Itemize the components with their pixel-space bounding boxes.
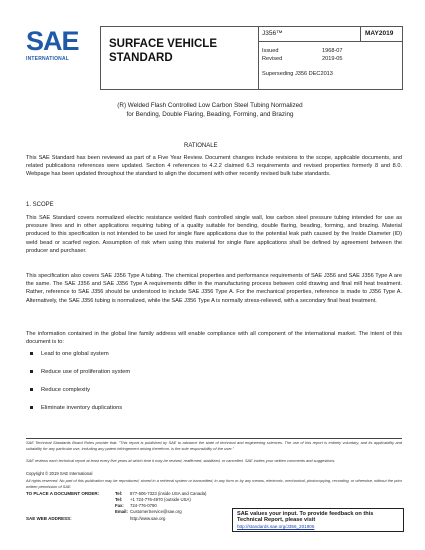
contact-key: Fax: bbox=[115, 503, 124, 508]
issued-value: 1968-07 bbox=[322, 48, 343, 54]
copyright-notice: Copyright © 2019 SAE International bbox=[26, 471, 93, 476]
contact-key: Tel: bbox=[115, 491, 123, 496]
contact-phone: 877-606-7323 (inside USA and Canada) bbox=[130, 491, 207, 496]
feedback-link[interactable]: http://standards.sae.org/J356_201905 bbox=[237, 523, 315, 529]
sae-logo bbox=[26, 28, 96, 68]
subject-line-2: for Bending, Double Flaring, Beading, Forming, and Brazing bbox=[126, 111, 294, 118]
logo-mark: SAE bbox=[26, 26, 79, 56]
footer-review-note: SAE reviews each technical report at least every five years at which time it may be revised, reaffirmed, stabilized, or cancelled. SAE invites your written comments and suggestions. bbox=[26, 458, 336, 463]
feedback-box bbox=[232, 508, 404, 532]
issued-label: Issued bbox=[262, 48, 279, 54]
title-line-2: STANDARD bbox=[109, 52, 173, 64]
contact-key: Tel: bbox=[115, 497, 123, 502]
logo-subtitle: INTERNATIONAL bbox=[26, 56, 70, 62]
document-subject bbox=[60, 101, 360, 119]
contact-email[interactable]: CustomerService@sae.org bbox=[130, 509, 182, 514]
title-box bbox=[100, 26, 258, 90]
footer-disclaimer: SAE Technical Standards Board Rules provide that: "This report is published by SAE to advance the state of technical and engineering sciences. The use of this report is entirely voluntary, and its applicability and suitability for any particular use, including any patent infringement arising therefrom, is the sole responsibility of the user." bbox=[26, 440, 402, 451]
info-divider bbox=[258, 41, 403, 42]
rationale-heading: RATIONALE bbox=[184, 143, 218, 149]
contact-key: Email: bbox=[115, 509, 128, 514]
list-item-text: Eliminate inventory duplications bbox=[41, 405, 123, 411]
scope-heading: 1. SCOPE bbox=[26, 202, 54, 208]
document-date: MAY2019 bbox=[365, 30, 394, 37]
bullet-icon bbox=[30, 388, 33, 391]
web-address-label: SAE WEB ADDRESS: bbox=[26, 516, 72, 521]
footer-divider bbox=[26, 438, 402, 439]
document-type-title bbox=[109, 37, 217, 65]
scope-paragraph-3: The information contained in the global line family address will enable compliance with all component of the international market. The intent of this document is to: bbox=[26, 331, 402, 346]
list-item bbox=[30, 369, 130, 375]
list-item bbox=[30, 351, 109, 357]
info-divider bbox=[360, 26, 361, 41]
bullet-icon bbox=[30, 370, 33, 373]
revised-label: Revised bbox=[262, 56, 283, 62]
bullet-icon bbox=[30, 406, 33, 409]
feedback-text: SAE values your input. To provide feedback on this Technical Report, please visit bbox=[237, 511, 374, 524]
document-id: J356™ bbox=[262, 30, 283, 37]
contact-fax: 724-776-0790 bbox=[130, 503, 157, 508]
footer-rights-note: All rights reserved. No part of this publication may be reproduced, stored in a retrieval system or transmitted, in any form or by any means, electronic, mechanical, photocopying, recording, or otherwise, without the prior written permission of SAE. bbox=[26, 478, 402, 489]
revised-value: 2019-05 bbox=[322, 56, 343, 62]
list-item bbox=[30, 405, 122, 411]
rationale-paragraph: This SAE Standard has been reviewed as part of a Five Year Review. Document changes include revisions to the scope, applicable documents, and related publications references were updated. Section 4 references to 4.2.2 claimed 6.3 requirements and revised properties formerly 8 and 8.0. Webpage has been updated throughout the standard to align the document with other recently revised bulk tube standards. bbox=[26, 155, 402, 178]
list-item-text: Reduce use of proliferation system bbox=[41, 369, 131, 375]
list-item-text: Lead to one global system bbox=[41, 351, 109, 357]
scope-paragraph-2: This specification also covers SAE J356 Type A tubing. The chemical properties and performance requirements of SAE J356 and SAE J356 Type A are the same. The SAE J356 and SAE J356 Type A requirements differ in the manufacturing process between cold drawing and final mill heat treatment. Rather, reference to SAE J356 should be understood to include SAE J356 Type A. For the mechanical properties, reference is made to J356 Type A. Alternatively, the SAE J356 tubing is normalized, while the SAE J356 Type A is normally stress-relieved, with a secondary final heat treatment. bbox=[26, 273, 402, 304]
order-label: TO PLACE A DOCUMENT ORDER: bbox=[26, 491, 100, 496]
website-link[interactable]: http://www.sae.org bbox=[130, 516, 166, 521]
subject-line-1: (R) Welded Flash Controlled Low Carbon Steel Tubing Normalized bbox=[117, 102, 303, 109]
title-line-1: SURFACE VEHICLE bbox=[109, 38, 217, 50]
scope-paragraph-1: This SAE Standard covers normalized electric resistance welded flash controlled single wall, low carbon steel pressure tubing intended for use as pressure lines and in other applications requiring tubing of a quality suitable for bending, double flaring, beading, forming, and brazing. Material produced to this specification is not intended to be used for single flare applications due to the potential leak path caused by the Inside Diameter (ID) weld bead or scarfed region. Assumption of risk when using this material for single flare applications shall be defined by agreement between the producer and purchaser. bbox=[26, 215, 402, 254]
superseding-note: Superseding J356 DEC2013 bbox=[262, 71, 333, 77]
list-item bbox=[30, 387, 90, 393]
list-item-text: Reduce complexity bbox=[41, 387, 90, 393]
bullet-icon bbox=[30, 352, 33, 355]
contact-phone: +1 724-776-4970 (outside USA) bbox=[130, 497, 191, 502]
